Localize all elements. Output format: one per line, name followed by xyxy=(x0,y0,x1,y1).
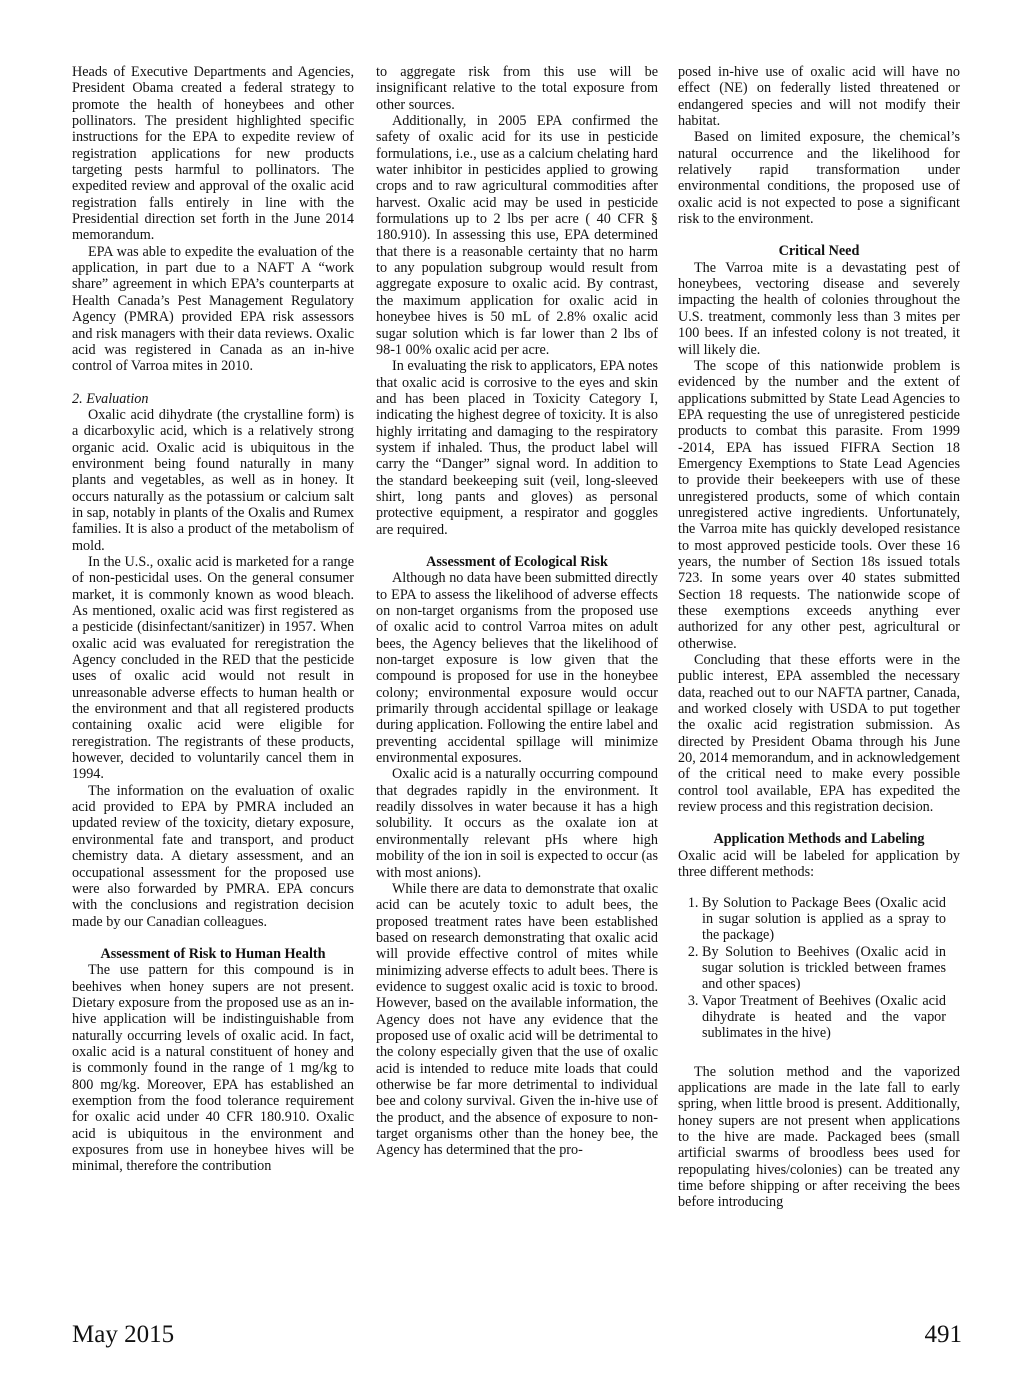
paragraph: The use pattern for this compound is in beehives when honey supers are not present. Dietary exposure from the proposed use as an in-hive application will be indistinguishable from naturally occurring levels of oxalic acid. In fact, oxalic acid is a natural constituent of honey and is commonly found in the range of 1 mg/kg to 800 mg/kg. Moreover, EPA has established an exemption from the food tolerance requirement for oxalic acid under 40 CFR 180.910. Oxalic acid is ubiquitous in the environment and exposures from use in honeybee hives will be minimal, therefore the contribution xyxy=(72,962,354,1175)
paragraph: EPA was able to expedite the evaluation of the application, in part due to a NAFT A “work share” agreement in which EPA’s counterparts at Health Canada’s Pest Management Regulatory Agency (PMRA) provided EPA risk assessors and risk managers with their data reviews. Oxalic acid was registered in Canada as an in-hive control of Varroa mites in 2010. xyxy=(72,243,354,375)
section-heading-ecological-risk: Assessment of Ecological Risk xyxy=(426,553,608,570)
text-column-2 xyxy=(376,64,658,1159)
paragraph: The Varroa mite is a devastating pest of honeybees, vectoring disease and severely impacting the health of colonies throughout the U.S. treatment, commonly less than 3 mites per 100 bees. If an infested colony is not treated, it will likely die. xyxy=(678,259,960,358)
paragraph: The solution method and the vaporized applications are made in the late fall to early spring, when little brood is present. Additionally, honey supers are not present when applications to the hive are made. Packaged bees (small artificial swarms of broodless bees used for repopulating hives/colonies) can be treated any time before shipping or after receiving the bees before introducing xyxy=(678,1063,960,1211)
paragraph: Oxalic acid dihydrate (the crystalline form) is a dicarboxylic acid, which is a relatively strong organic acid. Oxalic acid is ubiquitous in the environment being found naturally in many plants and vegetables, as well as in honey. It occurs naturally as the potassium or calcium salt in sap, notably in plants of the Oxalis and Rumex families. It is also a product of the metabolism of mold. xyxy=(72,406,354,554)
page-number: 491 xyxy=(924,1321,962,1348)
paragraph: Although no data have been submitted directly to EPA to assess the likelihood of adverse effects on non-target organisms from the proposed use of oxalic acid to control Varroa mites on adult bees, the Agency believes that the likelihood of non-target exposure is low given that the compound is proposed for use in the honeybee colony; environmental exposure would occur primarily through accidental spillage or leakage during application. Following the entire label and preventing accidental spillage will minimize environmental exposures. xyxy=(376,570,658,767)
paragraph: The scope of this nationwide problem is evidenced by the number and the extent of applications submitted by State Lead Agencies to EPA requesting the use of unregistered pesticide products to combat this parasite. From 1999 -2014, EPA has issued FIFRA Section 18 Emergency Exemptions to State Lead Agencies to provide their beekeepers with use of these unregistered products, some of which contain unregistered active ingredients. Unfortunately, the Varroa mite has quickly developed resistance to most approved pesticide tools. Over these 16 years, the number of Section 18s issued totals 723. In some years over 40 states submitted Section 18 requests. The nationwide scope of these exemptions exceeds anything ever authorized for any other pest, agricultural or otherwise. xyxy=(678,357,960,652)
paragraph: While there are data to demonstrate that oxalic acid can be acutely toxic to adult bees, the proposed treatment rates have been established based on research demonstrating that oxalic acid will provide effective control of mites while minimizing adverse effects to adult bees. There is evidence to suggest oxalic acid is toxic to brood. However, based on the available information, the Agency does not have any evidence that the proposed use of oxalic acid will be detrimental to the colony especially given that the use of oxalic acid is intended to reduce mite loads that could otherwise be far more detrimental to individual bee and colony survival. Given the in-hive use of the product, and the absence of exposure to non-target organisms other than the honey bee, the Agency has determined that the pro- xyxy=(376,880,658,1159)
text-column-3 xyxy=(678,64,960,1211)
paragraph: Oxalic acid will be labeled for application by three different methods: xyxy=(678,847,960,881)
application-method-list xyxy=(678,895,960,1042)
section-heading-human-health: Assessment of Risk to Human Health xyxy=(100,945,326,962)
paragraph: Oxalic acid is a naturally occurring compound that degrades rapidly in the environment. It readily dissolves in water because it has a high solubility. It occurs as the oxalate ion at environmentally relevant pHs where high mobility of the ion in soil is expected to occur (as with most anions). xyxy=(376,766,658,881)
list-item: 3. Vapor Treatment of Beehives (Oxalic acid dihydrate is heated and the vapor sublimates in the hive) xyxy=(702,993,960,1042)
list-item: 2. By Solution to Beehives (Oxalic acid in sugar solution is trickled between frames and other spaces) xyxy=(702,944,960,993)
paragraph: Concluding that these efforts were in the public interest, EPA assembled the necessary data, reached out to our NAFTA partner, Canada, and worked closely with USDA to put together the oxalic acid registration submission. As directed by President Obama through his June 20, 2014 memorandum, and in acknowledgement of the critical need to make every possible control tool available, EPA has expedited the review process and this registration decision. xyxy=(678,652,960,816)
paragraph: In the U.S., oxalic acid is marketed for a range of non-pesticidal uses. On the general consumer market, it is commonly known as wood bleach. As mentioned, oxalic acid was first registered as a pesticide (disinfectant/sanitizer) in 1957. When oxalic acid was evaluated for reregistration the Agency concluded in the RED that the pesticide uses of oxalic acid would not result in unreasonable adverse effects to human health or the environment and that all registered products containing oxalic acid were eligible for reregistration. The registrants of these products, however, decided to voluntarily cancel them in 1994. xyxy=(72,553,354,783)
text-column-1 xyxy=(72,64,354,1175)
paragraph: posed in-hive use of oxalic acid will have no effect (NE) on federally listed threatened or endangered species and will not modify their habitat. xyxy=(678,64,960,130)
list-item: 1. By Solution to Package Bees (Oxalic acid in sugar solution is applied as a spray to the package) xyxy=(702,895,960,944)
section-heading-evaluation: 2. Evaluation xyxy=(72,390,149,407)
section-heading-application-methods: Application Methods and Labeling xyxy=(713,831,925,848)
section-heading-critical-need: Critical Need xyxy=(778,243,860,260)
paragraph: to aggregate risk from this use will be insignificant relative to the total exposure from other sources. xyxy=(376,64,658,113)
paragraph: The information on the evaluation of oxalic acid provided to EPA by PMRA included an updated review of the toxicity, dietary exposure, environmental fate and transport, and product chemistry data. A dietary assessment, and an occupational assessment for the proposed use were also forwarded by PMRA. EPA concurs with the conclusions and registration decision made by our Canadian colleagues. xyxy=(72,782,354,930)
paragraph: Heads of Executive Departments and Agencies, President Obama created a federal strategy to promote the health of honeybees and other pollinators. The president highlighted specific instructions for the EPA to expedite review of registration applications for new products targeting pests harmful to pollinators. The expedited review and approval of the oxalic acid registration falls entirely in line with the Presidential direction set forth in the June 2014 memorandum. xyxy=(72,64,354,244)
paragraph: Additionally, in 2005 EPA confirmed the safety of oxalic acid for its use in pesticide formulations, i.e., use as a calcium chelating hard water inhibitor in pesticides applied to growing crops and to raw agricultural commodities after harvest. Oxalic acid may be used in pesticide formulations up to 2 lbs per acre ( 40 CFR § 180.910). In assessing this use, EPA determined that there is a reasonable certainty that no harm to any population subgroup would result from aggregate exposure to oxalic acid. By contrast, the maximum application for oxalic acid in honeybee hives is 50 mL of 2.8% oxalic acid sugar solution which is far lower than 2 lbs of 98-1 00% oxalic acid per acre. xyxy=(376,113,658,358)
paragraph: Based on limited exposure, the chemical’s natural occurrence and the likelihood for relatively rapid transformation under environmental conditions, the proposed use of oxalic acid is not expected to pose a significant risk to the environment. xyxy=(678,129,960,228)
footer-date: May 2015 xyxy=(72,1321,175,1348)
paragraph: In evaluating the risk to applicators, EPA notes that oxalic acid is corrosive to the eyes and skin and has been placed in Toxicity Category I, indicating the highest degree of toxicity. It is also highly irritating and damaging to the respiratory system if inhaled. Thus, the product label will carry the “Danger” signal word. In addition to the standard beekeeping suit (veil, long-sleeved shirt, long pants and gloves) as personal protective equipment, a respirator and goggles are required. xyxy=(376,358,658,538)
